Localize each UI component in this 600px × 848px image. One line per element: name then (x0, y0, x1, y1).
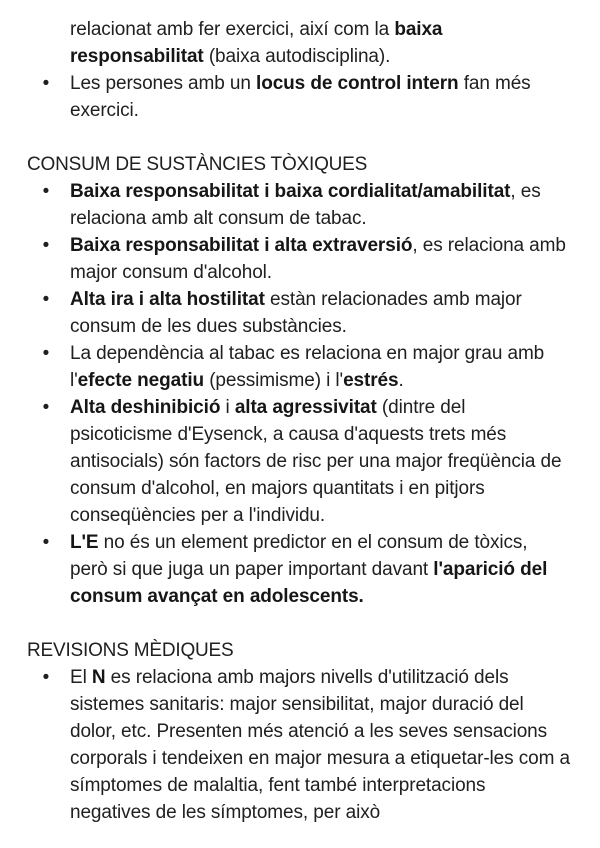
bold-run: N (91, 667, 106, 688)
bold-run: L'E (70, 532, 99, 553)
list-item (27, 394, 577, 529)
text-run: fan més exercici. (70, 73, 531, 121)
bold-run: l'aparició del consum avançat en adolescents. (70, 559, 548, 607)
bullet-icon: • (42, 73, 50, 94)
bullet-icon: • (42, 343, 50, 364)
bold-run: alta agressivitat (234, 397, 377, 418)
text-run: es relaciona amb majors nivells d'utilització dels sistemes sanitaris: major sensibilitat, major duració del dolor, etc. Presenten més atenció a les seves sensacions corporals i tendeixen en major mesura a etiquetar-les com a símptomes de malaltia, fent també interpretacions negatives de les símptomes, per això (70, 667, 570, 823)
list-item (27, 178, 577, 232)
bullet-icon: • (42, 289, 50, 310)
section-heading-medical: REVISIONS MÈDIQUES (27, 640, 234, 661)
bullet-icon: • (42, 532, 50, 553)
list-item (27, 232, 577, 286)
continuation-paragraph (27, 16, 577, 70)
text-run: i (220, 397, 235, 418)
bold-run: Baixa responsabilitat i baixa cordialitat/amabilitat (70, 181, 511, 202)
bold-run: locus de control intern (256, 73, 459, 94)
bold-run: Alta ira i alta hostilitat (70, 289, 265, 310)
text-run: El (70, 667, 92, 688)
text-run: Les persones amb un (70, 73, 257, 94)
list-item (27, 664, 577, 826)
bullet-icon: • (42, 667, 50, 688)
list-item (27, 529, 577, 610)
text-run: no és un element predictor en el consum de tòxics, però si que juga un paper important davant (70, 532, 528, 580)
bullet-icon: • (42, 235, 50, 256)
bold-run: baixa responsabilitat (70, 19, 443, 67)
bold-run: estrés (343, 370, 399, 391)
bold-run: Baixa responsabilitat i alta extraversió (70, 235, 413, 256)
text-run: , es relaciona amb major consum d'alcohol. (70, 235, 566, 283)
text-run: (baixa autodisciplina). (203, 46, 391, 67)
text-run: . (398, 370, 404, 391)
list-item (27, 286, 577, 340)
text-run: estàn relacionades amb major consum de les dues substàncies. (70, 289, 522, 337)
bold-run: Alta deshinibició (70, 397, 221, 418)
bold-run: efecte negatiu (77, 370, 205, 391)
list-item (27, 70, 577, 124)
bullet-icon: • (42, 397, 50, 418)
text-run: (pessimisme) i l' (204, 370, 344, 391)
text-run: relacionat amb fer exercici, així com la (70, 19, 395, 40)
bullet-icon: • (42, 181, 50, 202)
list-item (27, 340, 577, 394)
text-run: (dintre del psicoticisme d'Eysenck, a causa d'aquests trets més antisocials) són factors de risc per una major freqüència de consum d'alcohol, en majors quantitats i en pitjors conseqüències per a l'individu. (70, 397, 562, 526)
text-run: La dependència al tabac es relaciona en major grau amb l' (70, 343, 545, 391)
section-heading-substances: CONSUM DE SUSTÀNCIES TÒXIQUES (27, 154, 368, 175)
text-run: , es relaciona amb alt consum de tabac. (70, 181, 541, 229)
